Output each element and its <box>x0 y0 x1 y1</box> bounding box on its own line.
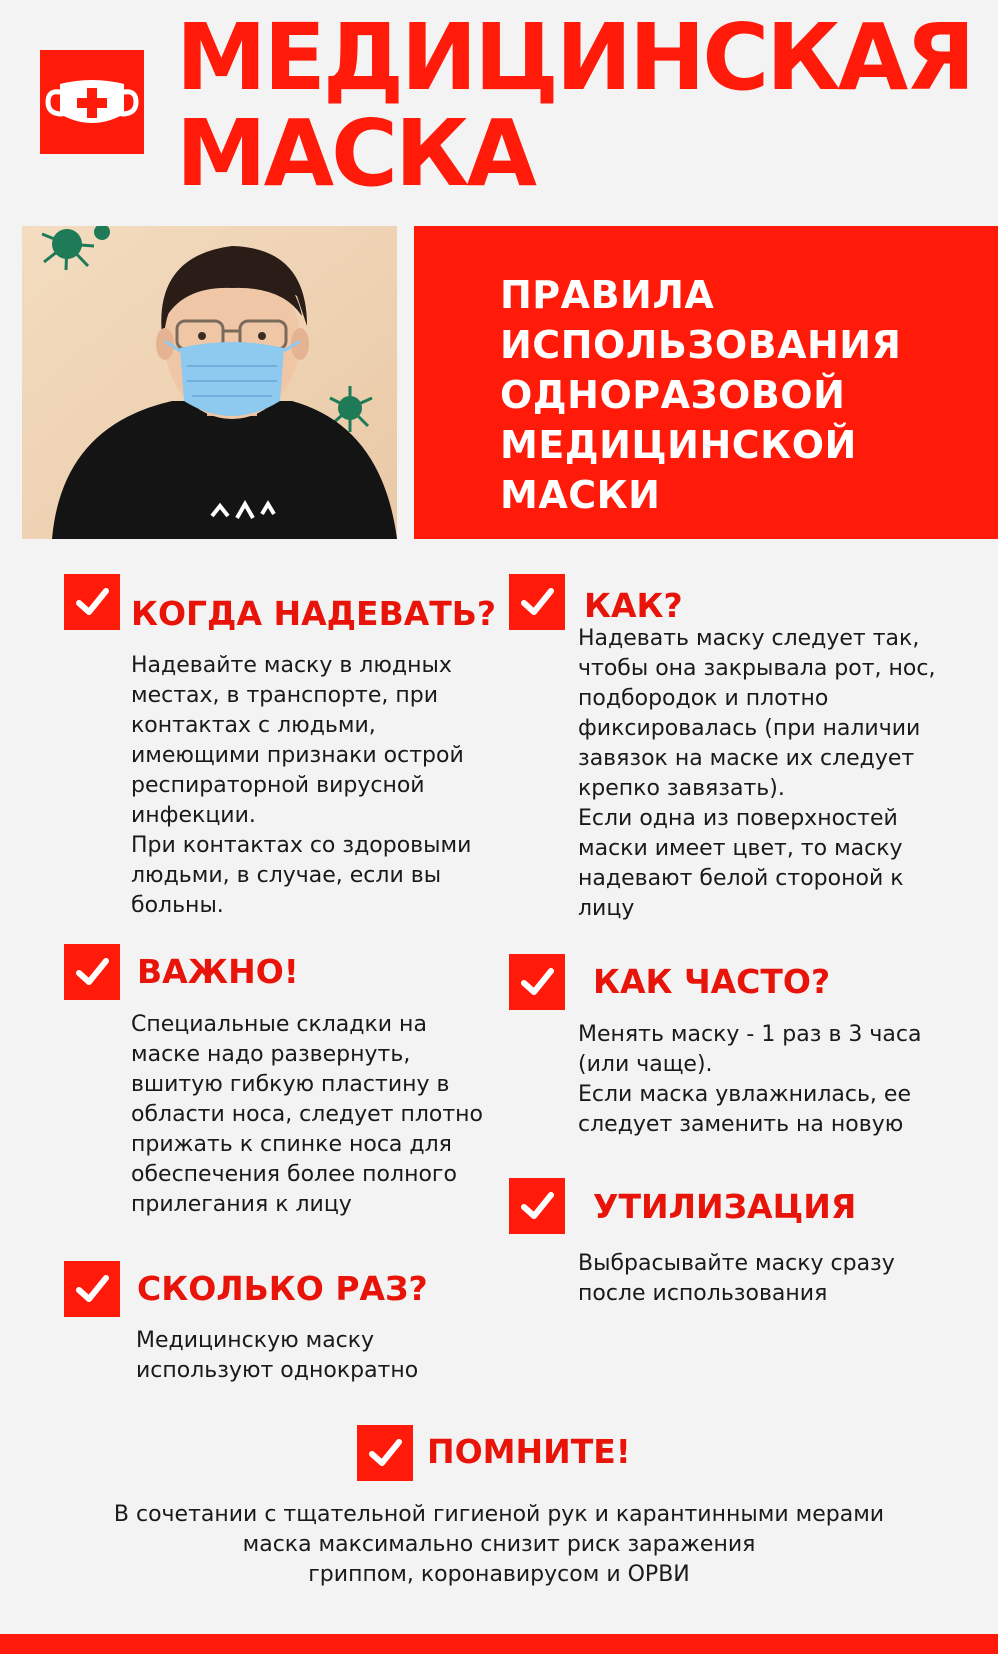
bottom-bar <box>0 1634 998 1654</box>
section-how-heading: КАК? <box>584 586 683 625</box>
checkmark-icon <box>64 574 120 630</box>
title-line-1: МЕДИЦИНСКАЯ <box>176 4 973 111</box>
section-disposal-heading: УТИЛИЗАЦИЯ <box>593 1187 857 1226</box>
mask-cross-icon <box>40 50 144 154</box>
rules-title-line-4: МЕДИЦИНСКОЙ <box>500 423 857 467</box>
section-how-often-heading: КАК ЧАСТО? <box>593 962 831 1001</box>
section-how-many-text: Медицинскую маску используют однократно <box>136 1328 419 1383</box>
checkmark-icon <box>64 1261 120 1317</box>
section-remember-heading: ПОМНИТЕ! <box>427 1432 631 1471</box>
rules-title-line-2: ИСПОЛЬЗОВАНИЯ <box>500 323 902 367</box>
page-title <box>176 4 973 207</box>
section-important-heading: ВАЖНО! <box>137 952 299 991</box>
section-important-text: Специальные складки на маске надо развернуть, вшитую гибкую пластину в области носа, следует плотно прижать к спинке носа для обеспечения более полного прилегания к лицу <box>131 1012 484 1217</box>
rules-title-line-3: ОДНОРАЗОВОЙ <box>500 373 846 417</box>
section-disposal-text: Выбрасывайте маску сразу после использования <box>578 1251 895 1306</box>
rules-title-line-5: МАСКИ <box>500 473 661 517</box>
rules-title <box>500 270 901 520</box>
section-how-text: Надевать маску следует так, чтобы она закрывала рот, нос, подбородок и плотно фиксировалась (при наличии завязок на маске их следует крепко завязать). Если одна из поверхностей маски имеет цвет, то маску надевают белой стороной к лицу <box>578 626 936 921</box>
checkmark-icon <box>509 954 565 1010</box>
section-remember-text: В сочетании с тщательной гигиеной рук и карантинными мерами маска максимально снизит риск заражения гриппом, коронавирусом и ОРВИ <box>113 1502 885 1587</box>
checkmark-icon <box>357 1425 413 1481</box>
section-how-often-text: Менять маску - 1 раз в 3 часа (или чаще). Если маска увлажнилась, ее следует заменить на новую <box>578 1022 922 1137</box>
checkmark-icon <box>509 1178 565 1234</box>
section-how-many-heading: СКОЛЬКО РАЗ? <box>137 1269 428 1308</box>
checkmark-icon <box>509 574 565 630</box>
rules-title-line-1: ПРАВИЛА <box>500 273 715 317</box>
section-when-text: Надевайте маску в людных местах, в транспорте, при контактах с людьми, имеющими признаки острой респираторной вирусной инфекции. При контактах со здоровыми людьми, в случае, если вы больны. <box>131 653 472 918</box>
person-in-mask-photo <box>22 226 397 539</box>
title-line-2: МАСКА <box>176 100 535 207</box>
rules-title-panel <box>414 226 998 539</box>
section-when-heading: КОГДА НАДЕВАТЬ? <box>131 594 497 633</box>
checkmark-icon <box>64 944 120 1000</box>
